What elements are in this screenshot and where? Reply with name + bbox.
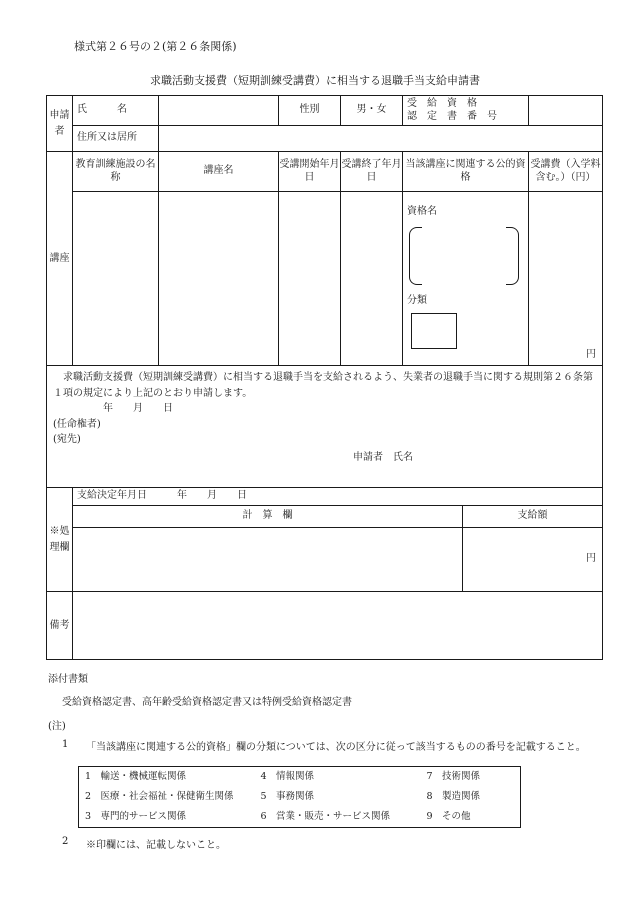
notes-title: (注) [48, 721, 66, 732]
addressee-label: (宛先) [53, 434, 81, 445]
fee-yen-unit: 円 [586, 348, 596, 360]
name-field[interactable] [159, 96, 279, 126]
cert-number-label-line1: 受 給 資 格 [407, 98, 477, 109]
category-item: 1 輸送・機械運転関係 [85, 771, 187, 783]
category-item: 8 製造関係 [426, 791, 481, 803]
note-1-number: 1 [62, 739, 69, 750]
fee-field[interactable] [529, 192, 603, 366]
declaration-text: 求職活動支援費（短期訓練受講費）に相当する退職手当を支給されるよう、失業者の退職手当に関する規則第２６条第１項の規定により上記のとおり申請します。 [53, 372, 593, 399]
gender-options[interactable]: 男・女 [341, 96, 403, 126]
category-item: 6 営業・販売・サービス関係 [260, 811, 391, 823]
facility-field[interactable] [73, 192, 159, 366]
course-name-field[interactable] [159, 192, 279, 366]
cert-number-field[interactable] [529, 96, 603, 126]
amount-yen-unit: 円 [586, 553, 596, 565]
document-title: 求職活動支援費（短期訓練受講費）に相当する退職手当支給申請書 [150, 74, 480, 87]
start-date-field[interactable] [279, 192, 341, 366]
address-field[interactable] [159, 126, 603, 152]
amount-field[interactable] [463, 528, 603, 592]
declaration-date: 年 月 日 [103, 403, 173, 414]
calc-label: 計 算 欄 [73, 506, 463, 528]
col-qualification-header: 当該講座に関連する公的資格 [403, 152, 529, 192]
cert-number-label-line2: 認 定 書 番 号 [407, 110, 497, 122]
gender-label: 性別 [279, 96, 341, 126]
col-course-name-header: 講座名 [159, 152, 279, 192]
category-label: 分類 [407, 294, 427, 306]
note-2-number: 2 [62, 836, 69, 847]
declaration-cell [47, 366, 603, 488]
col-start-date-header: 受講開始年月日 [279, 152, 341, 192]
attachments-title: 添付書類 [48, 674, 88, 685]
category-item: 9 その他 [426, 811, 471, 823]
name-label: 氏 名 [73, 96, 159, 126]
form-number: 様式第２６号の２(第２６条関係) [74, 40, 237, 53]
applicant-section-label: 申請者 [47, 96, 73, 152]
course-section-label: 講座 [47, 152, 73, 366]
amount-label: 支給額 [463, 506, 603, 528]
category-list-table [78, 766, 521, 828]
note-1-text: 「当該講座に関連する公的資格」欄の分類については、次の区分に従って該当するものの番号を記載すること。 [86, 742, 586, 753]
col-fee-header: 受講費（入学料含む。）（円） [529, 152, 603, 192]
decision-date-field[interactable]: 支給決定年月日 年 月 日 [73, 488, 603, 506]
category-item: 2 医療・社会福祉・保健衛生関係 [85, 791, 234, 803]
calc-field[interactable] [73, 528, 463, 592]
address-label: 住所又は居所 [73, 126, 159, 152]
applicant-signature-label: 申請者 氏名 [353, 451, 413, 463]
processing-section-label: ※処理欄 [47, 488, 73, 592]
remarks-section-label: 備考 [47, 592, 73, 660]
end-date-field[interactable] [341, 192, 403, 366]
col-facility-header: 教育訓練施設の名称 [73, 152, 159, 192]
attachments-text: 受給資格認定書、高年齢受給資格認定書又は特例受給資格認定書 [62, 697, 352, 708]
category-item: 7 技術関係 [426, 771, 481, 783]
cert-number-label [403, 96, 529, 126]
remarks-field[interactable] [73, 592, 603, 660]
category-box[interactable] [411, 313, 457, 349]
qualification-cell [403, 192, 529, 366]
category-item: 3 専門的サービス関係 [85, 811, 187, 823]
category-item: 4 情報関係 [260, 771, 315, 783]
appointer-label: (任命権者) [53, 418, 101, 430]
qualification-name-label: 資格名 [407, 206, 437, 217]
category-item: 5 事務関係 [260, 791, 315, 803]
qualification-name-bracket[interactable] [409, 227, 519, 285]
note-2-text: ※印欄には、記載しないこと。 [86, 840, 226, 851]
application-form-table [46, 95, 603, 660]
col-end-date-header: 受講終了年月日 [341, 152, 403, 192]
